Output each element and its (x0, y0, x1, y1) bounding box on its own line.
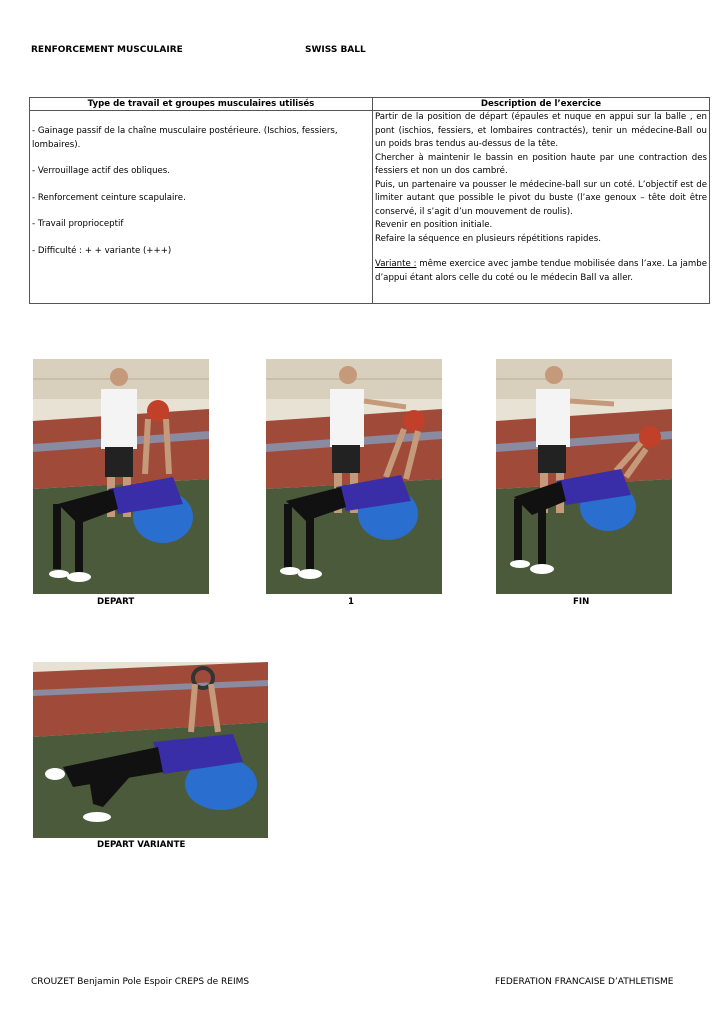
caption-fin: FIN (573, 597, 590, 607)
muscle-item: - Gainage passif de la chaîne musculaire postérieure. (Ischios, fessiers, lombaires). (32, 126, 338, 150)
muscle-item: - Renforcement ceinture scapulaire. (32, 192, 186, 203)
doc-title: RENFORCEMENT MUSCULAIRE (31, 45, 183, 55)
col2-header: Description de l’exercice (373, 98, 710, 111)
caption-depart: DEPART (97, 597, 135, 607)
doc-subtitle: SWISS BALL (305, 45, 366, 55)
variant-label: Variante : (375, 259, 417, 269)
muscle-item: - Verrouillage actif des obliques. (32, 166, 171, 176)
variant-paragraph (375, 258, 707, 285)
description-paragraph: Puis, un partenaire va pousser le médecine-ball sur un coté. L’objectif est de limiter autant que possible le pivot du buste (l’axe genoux – tête doit être conservé, il s’agit d’un mouvement de roulis). (375, 179, 707, 217)
photo-depart (33, 359, 209, 594)
description-paragraph: Refaire la séquence en plusieurs répétitions rapides. (375, 233, 601, 244)
photo-step-1 (266, 359, 442, 594)
muscle-groups-cell (30, 111, 373, 304)
description-paragraph: Chercher à maintenir le bassin en position haute par une contraction des fessiers et non un dos cambré. (375, 152, 707, 176)
footer-federation: FEDERATION FRANCAISE D’ATHLETISME (495, 977, 674, 987)
variant-text: même exercice avec jambe tendue mobilisée dans l’axe. La jambe d’appui étant alors celle du coté ou le médecin Ball va aller. (375, 259, 707, 283)
footer-author: CROUZET Benjamin Pole Espoir CREPS de REIMS (31, 977, 250, 987)
muscle-item: - Travail proprioceptif (32, 219, 124, 229)
col1-header: Type de travail et groupes musculaires utilisés (30, 98, 373, 111)
caption-depart-variante: DEPART VARIANTE (97, 840, 186, 850)
description-cell (373, 111, 710, 304)
photo-depart-variante (33, 662, 268, 838)
description-paragraph: Partir de la position de départ (épaules et nuque en appui sur la balle , en pont (ischios, fessiers, et lombaires contractés), tenir un médecine-Ball ou un poids bras tendus au-dessus de la tête. (375, 112, 707, 149)
description-paragraph: Revenir en position initiale. (375, 220, 493, 230)
exercise-table (29, 97, 710, 304)
muscle-item: - Difficulté : + + variante (+++) (32, 245, 172, 256)
photo-fin (496, 359, 672, 594)
caption-step-1: 1 (348, 597, 354, 607)
